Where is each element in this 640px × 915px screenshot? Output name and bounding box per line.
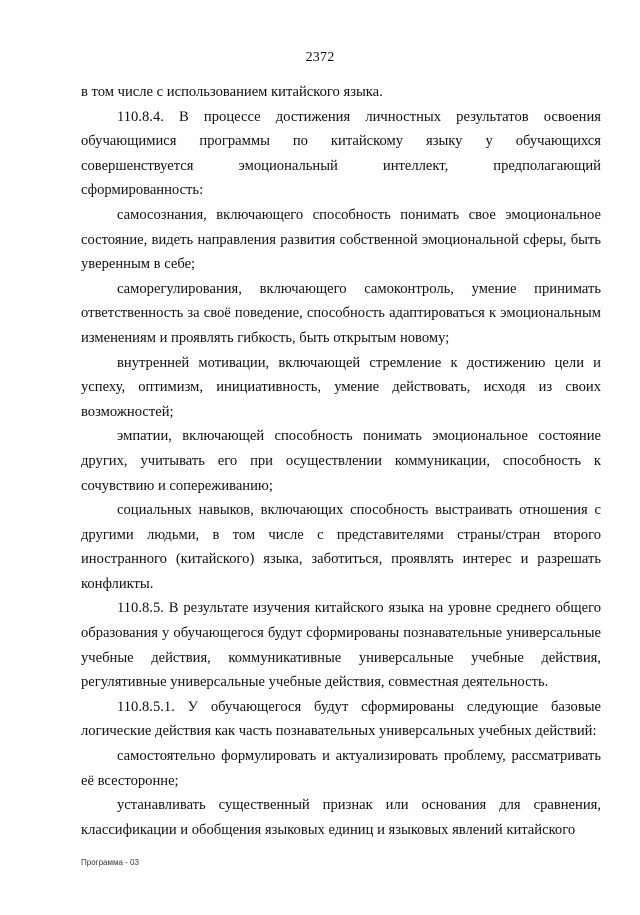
paragraph-internal-motivation: внутренней мотивации, включающей стремление к достижению цели и успеху, оптимизм, инициативность, умение действовать, исходя из своих возможностей; [81,354,601,420]
paragraph-110-8-5-1: 110.8.5.1. У обучающегося будут сформированы следующие базовые логические действия как часть познавательных универсальных учебных действий: [81,698,601,740]
paragraph-establish-feature: устанавливать существенный признак или основания для сравнения, классификации и обобщения языковых единиц и языковых явлений китайского [81,797,601,838]
document-body [81,80,601,842]
paragraph-110-8-4: 110.8.4. В процессе достижения личностных результатов освоения обучающимися программы по китайскому языку у обучающихся совершенствуется эмоциональный интеллект, предполагающий сформированность: [81,108,601,199]
paragraph-empathy: эмпатии, включающей способность понимать эмоциональное состояние других, учитывать его при осуществлении коммуникации, способность к сочувствию и сопереживанию; [81,428,601,494]
paragraph-formulate-problem: самостоятельно формулировать и актуализировать проблему, рассматривать её всесторонне; [81,748,601,789]
paragraph-self-regulation: саморегулирования, включающего самоконтроль, умение принимать ответственность за своё поведение, способность адаптироваться к эмоциональным изменениям и проявлять гибкость, быть открытым новому; [81,280,601,346]
paragraph-110-8-5: 110.8.5. В результате изучения китайского языка на уровне среднего общего образования у обучающегося будут сформированы познавательные универсальные учебные действия, коммуникативные универсальные учебные действия, регулятивные универсальные учебные действия, совместная деятельность. [81,600,601,691]
page-number: 2372 [305,50,335,65]
paragraph-self-awareness: самосознания, включающего способность понимать свое эмоциональное состояние, видеть направления развития собственной эмоциональной сферы, быть уверенным в себе; [81,206,601,273]
footer-label: Программа - 03 [81,858,139,867]
paragraph-continuation: в том числе с использованием китайского языка. [81,84,383,100]
paragraph-social-skills: социальных навыков, включающих способность выстраивать отношения с другими людьми, в том числе с представителями страны/стран второго иностранного (китайского) языка, заботиться, проявлять интерес и разрешать конфликты. [81,502,601,592]
